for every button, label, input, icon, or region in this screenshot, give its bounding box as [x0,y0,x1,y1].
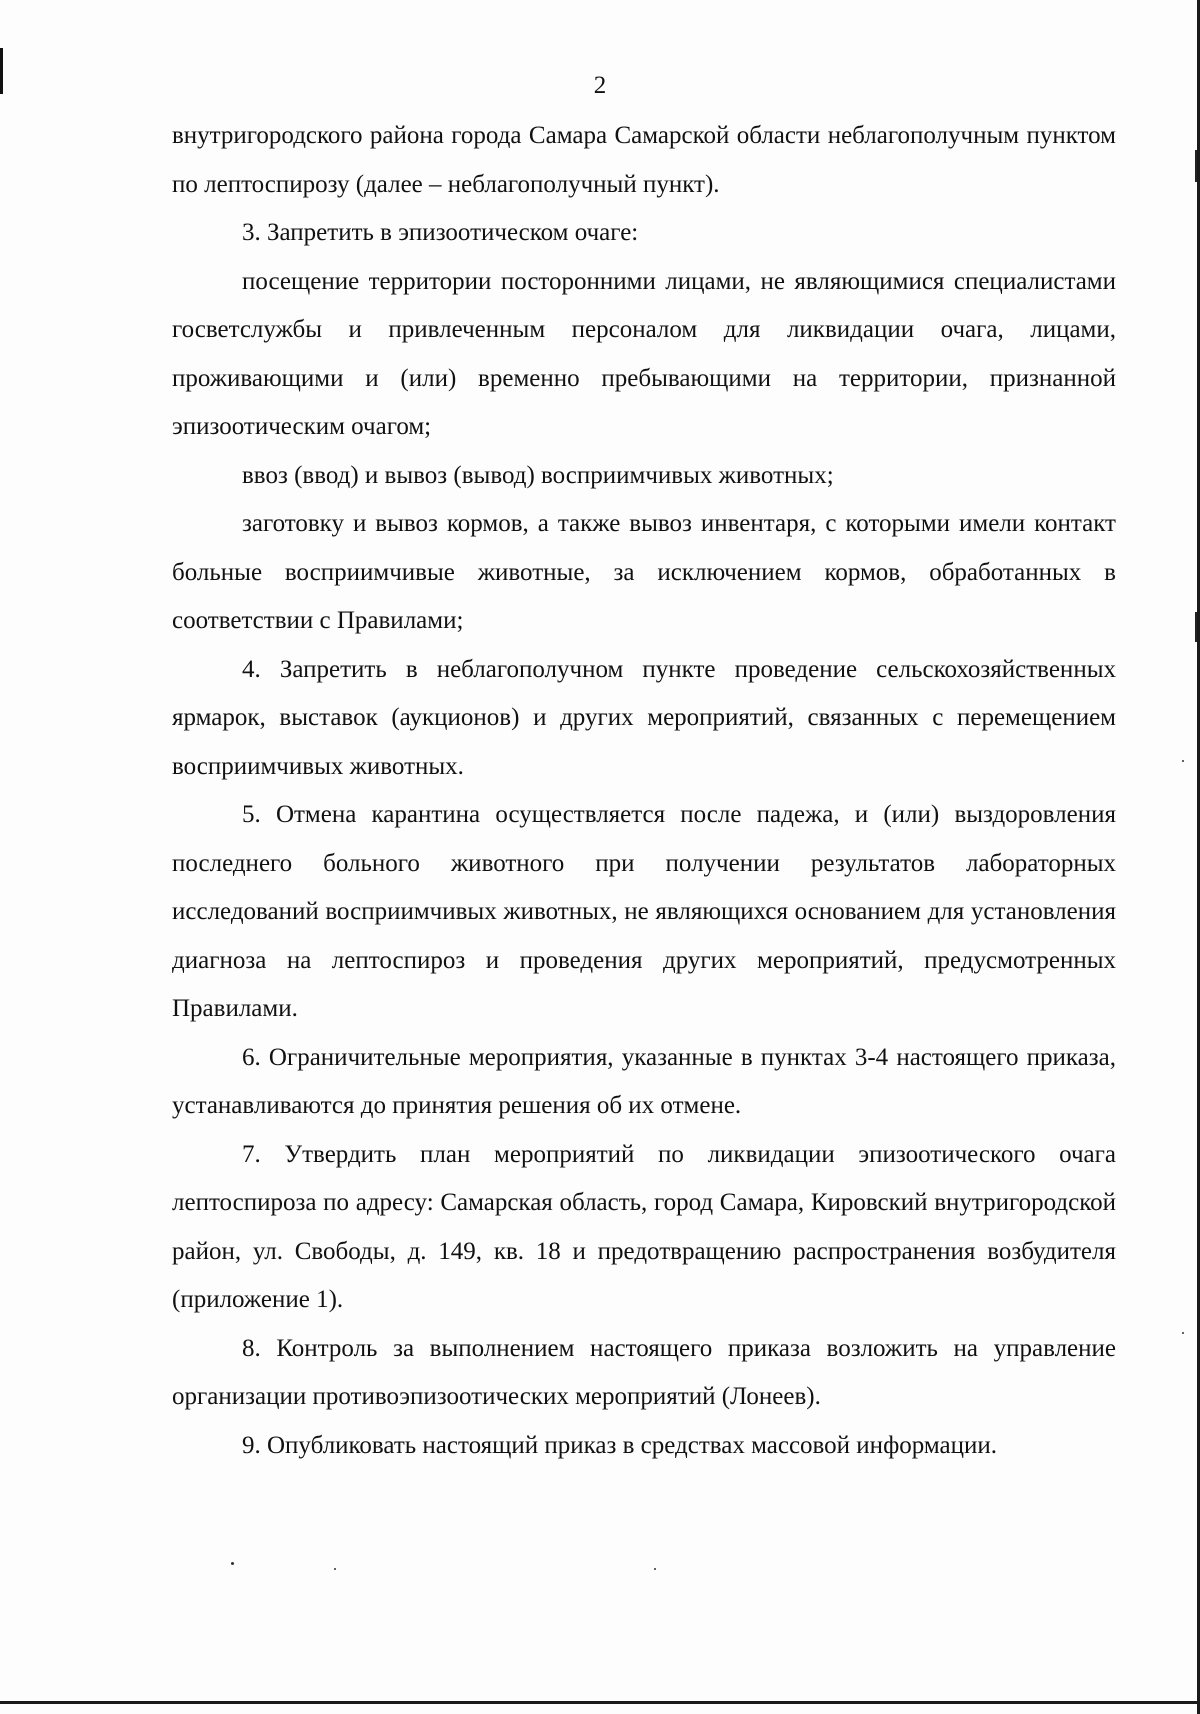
paragraph-item-4: 4. Запретить в неблагополучном пункте проведение сельскохозяйственных ярмарок, выставок (аукционов) и других мероприятий, связанных с перемещением восприимчивых животных. [172,655,1116,780]
scan-speck [1182,1332,1184,1334]
scan-speck [231,1562,234,1565]
paragraph-item-3-visit-ban: посещение территории посторонними лицами, не являющимися специалистами госветслужбы и привлеченным персоналом для ликвидации очага, лицами, проживающими и (или) временно пребывающими на территории, признанной эпизоотическим очагом; [172,267,1116,440]
paragraph-item-3-import-ban: ввоз (ввод) и вывоз (вывод) восприимчивых животных; [242,461,834,489]
paragraph-item-7: 7. Утвердить план мероприятий по ликвидации эпизоотического очага лептоспироза по адресу: Самарская область, город Самара, Кировский внутригородской район, ул. Свободы, д. 149, кв. 18 и предотвращению распространения возбудителя (приложение 1). [172,1140,1116,1313]
paragraph-item-8: 8. Контроль за выполнением настоящего приказа возложить на управление организации противоэпизоотических мероприятий (Лонеев). [172,1334,1116,1410]
paragraph-item-5: 5. Отмена карантина осуществляется после падежа, и (или) выздоровления последнего больного животного при получении результатов лабораторных исследований восприимчивых животных, не являющихся основанием для установления диагноза на лептоспироз и проведения других мероприятий, предусмотренных Правилами. [172,801,1116,1022]
page-number: 2 [593,72,607,99]
scan-tick-mark [1195,612,1197,642]
paragraph-continuation: внутригородского района города Самара Самарской области неблагополучным пунктом по лептоспирозу (далее – неблагополучный пункт). [172,122,1116,198]
paragraph-item-6: 6. Ограничительные мероприятия, указанные в пунктах 3-4 настоящего приказа, устанавливаются до принятия решения об их отмене. [172,1043,1116,1119]
document-body [172,112,1116,1470]
paragraph-item-9: 9. Опубликовать настоящий приказ в средствах массовой информации. [242,1431,998,1459]
paragraph-item-3: 3. Запретить в эпизоотическом очаге: [242,219,639,246]
scan-speck [1182,760,1184,762]
scan-speck [654,1568,656,1570]
scan-speck [334,1568,336,1570]
scan-tick-mark [1195,150,1197,182]
paragraph-item-3-feed-ban: заготовку и вывоз кормов, а также вывоз инвентаря, с которыми имели контакт больные восприимчивые животные, за исключением кормов, обработанных в соответствии с Правилами; [172,510,1116,634]
scan-edge-bottom [0,1701,1200,1704]
